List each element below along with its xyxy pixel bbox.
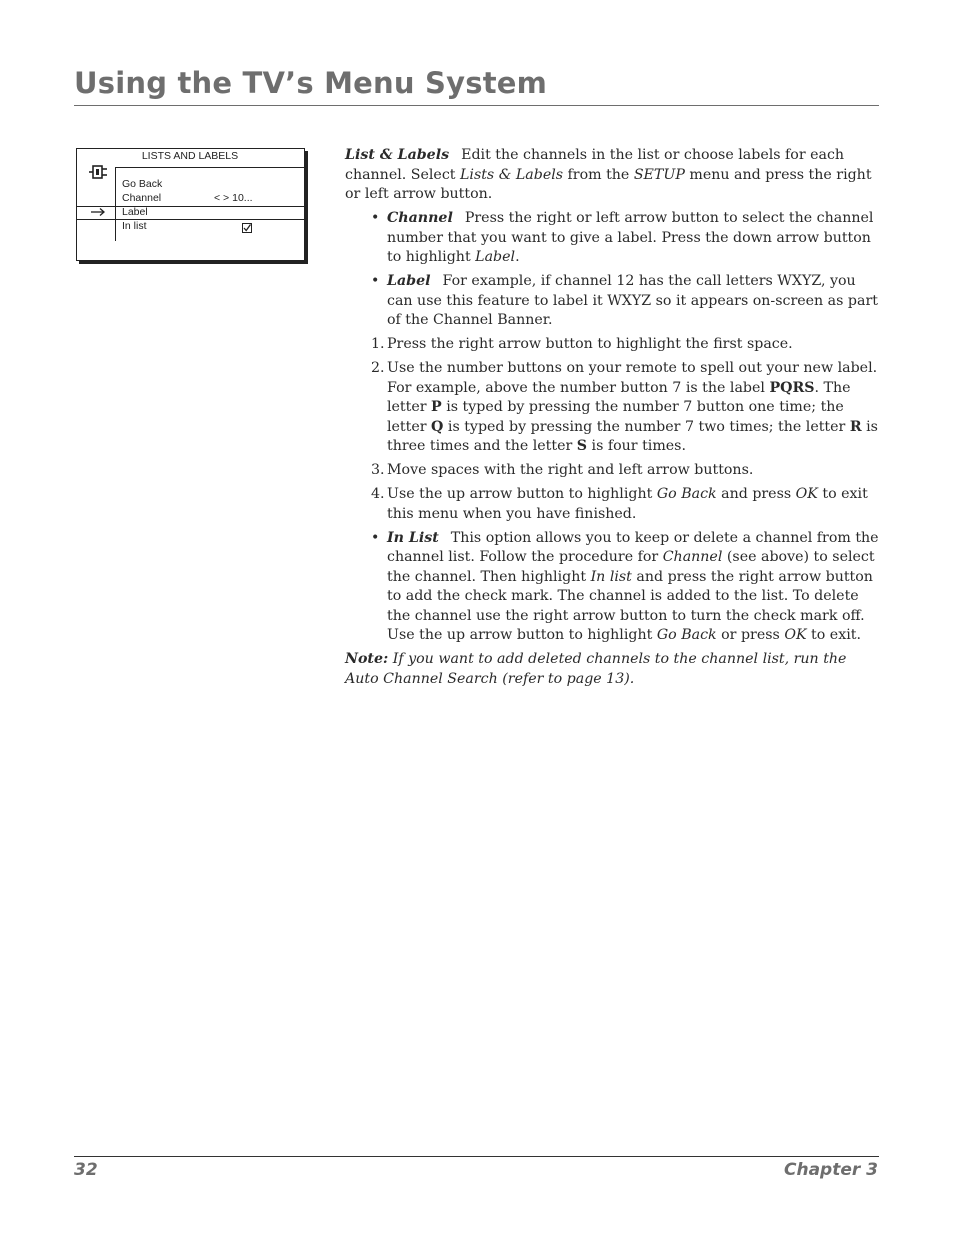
bullet-marker: •: [371, 529, 380, 546]
step-2: 2. Use the number buttons on your remote to spell out your new label. For example, above the number button 7 is the label PQRS. The letter P is typed by pressing the number 7 button one time; the letter Q is typed by pressing the number 7 two times; the letter R is three times and the letter S is four times.: [371, 360, 878, 454]
page-title: Using the TV’s Menu System: [74, 66, 548, 100]
step-number: 4.: [371, 486, 385, 502]
bullet-marker: •: [371, 210, 380, 226]
osd-item-in-list: In list: [122, 220, 147, 232]
osd-highlight-bottom: [77, 219, 304, 220]
bullet-in-list: • In List This option allows you to keep or delete a channel from the channel list. Follow the procedure for Channel (see above) to select the channel. Then highlight In list and press the right arrow button to add the check mark. The channel is added to the list. To delete the channel use the right arrow button to turn the check mark off. Use the up arrow button to highlight Go Back or press OK to exit.: [371, 529, 879, 643]
step-1: 1. Press the right arrow button to highlight the first space.: [345, 335, 880, 355]
step-3: 3. Move spaces with the right and left arrow buttons.: [345, 461, 880, 481]
title-rule: [74, 105, 879, 106]
osd-channel-value: < > 10...: [214, 192, 253, 204]
term-channel: Channel: [387, 210, 453, 226]
arrow-right-icon: [90, 207, 106, 217]
osd-highlight-top: [77, 206, 304, 207]
plug-icon: [88, 163, 108, 181]
step-number: 1.: [371, 336, 385, 352]
checkbox-checked-icon: [242, 223, 252, 233]
bullet-label: • Label For example, if channel 12 has the call letters WXYZ, you can use this feature to label it WXYZ so it appears on-screen as part of the Channel Banner.: [371, 273, 878, 328]
footer-rule: [74, 1156, 879, 1157]
page-number: 32: [74, 1160, 98, 1180]
chapter-label: Chapter 3: [783, 1160, 878, 1180]
note-label: Note:: [345, 651, 389, 667]
term-label: Label: [387, 273, 431, 289]
step-number: 2.: [371, 360, 385, 376]
intro-paragraph: List & Labels Edit the channels in the list or choose labels for each channel. Select Lists & Labels from the SETUP menu and press the right or left arrow button.: [345, 147, 872, 202]
onscreen-menu-illustration: [76, 148, 305, 261]
bullet-channel: • Channel Press the right or left arrow button to select the channel number that you want to give a label. Press the down arrow button to highlight Label.: [371, 210, 874, 265]
osd-title: LISTS AND LABELS: [141, 150, 239, 162]
main-content: [345, 146, 880, 694]
term-list-labels: List & Labels: [345, 147, 450, 163]
osd-item-label: Label: [122, 206, 148, 218]
bullet-marker: •: [371, 273, 380, 289]
osd-item-channel: Channel: [122, 192, 162, 204]
note-paragraph: Note: If you want to add deleted channels to the channel list, run the Auto Channel Search (refer to page 13).: [345, 651, 847, 687]
step-4: 4. Use the up arrow button to highlight Go Back and press OK to exit this menu when you have finished.: [371, 486, 868, 522]
term-in-list: In List: [387, 529, 439, 546]
osd-item-go-back: Go Back: [122, 178, 163, 190]
step-number: 3.: [371, 462, 385, 478]
